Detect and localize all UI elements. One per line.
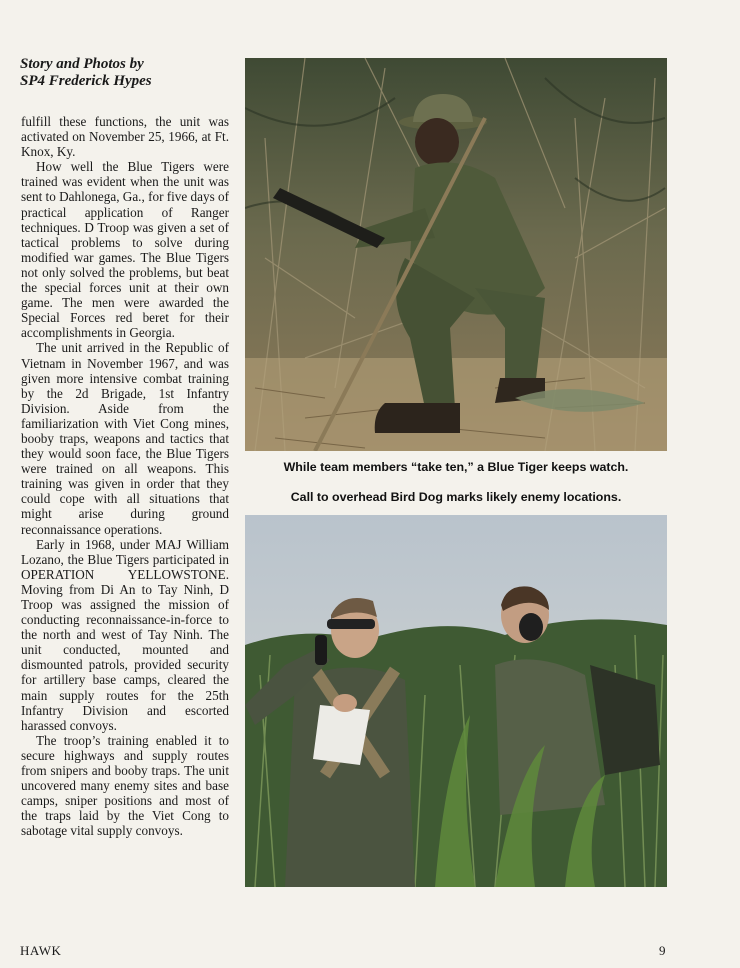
photo-soldiers-radio-call [245,515,667,887]
paragraph: The troop’s training enabled it to secure highways and supply routes from snipers and booby traps. The unit uncovered many enemy sites and base camps, sniper positions and most of the traps laid by the Viet Cong to sabotage vital supply convoys. [21,732,229,839]
byline-line-2: SP4 Frederick Hypes [20,73,152,89]
paragraph: The unit arrived in the Republic of Vietnam in November 1967, and was given more intensive combat training by the 2d Brigade, 1st Infantry Division. Aside from the familiarization with Viet Cong mines, booby traps, weapons and tactics that they would soon face, the Blue Tigers were trained on all weapons. This training was given in order that they could cope with all situations that might arise during ground reconnaissance operations. [21,340,229,537]
page-number: 9 [659,943,666,958]
paragraph: Early in 1968, under MAJ William Lozano, the Blue Tigers participated in OPERATION YELLOWSTONE. Moving from Di An to Tay Ninh, D Troop was assigned the mission of conducting reconnaissance-in-force to the north and west of Tay Ninh. The unit conducted, mounted and dismounted patrols, provided security for artillery base camps, cleared the main supply routes for the 25th Infantry Division and escorted harassed convoys. [21,536,229,733]
paragraph: fulfill these functions, the unit was activated on November 25, 1966, at Ft. Knox, Ky. [21,114,229,160]
publication-name: HAWK [20,943,62,958]
caption-top-photo: While team members “take ten,” a Blue Tiger keeps watch. [283,460,629,474]
caption-bottom-photo: Call to overhead Bird Dog marks likely enemy locations. [290,490,622,504]
photo-soldier-keeping-watch [245,58,667,451]
article-body [21,114,229,839]
byline-line-1: Story and Photos by [20,56,144,72]
byline [20,56,235,90]
paragraph: How well the Blue Tigers were trained was evident when the unit was sent to Dahlonega, Ga., for five days of practical application of Ranger techniques. D Troop was given a set of tactical problems to solve during modified war games. The Blue Tigers not only solved the problems, but beat the special forces unit at their own game. The men were awarded the Special Forces red beret for their accomplishments in Georgia. [21,159,230,341]
